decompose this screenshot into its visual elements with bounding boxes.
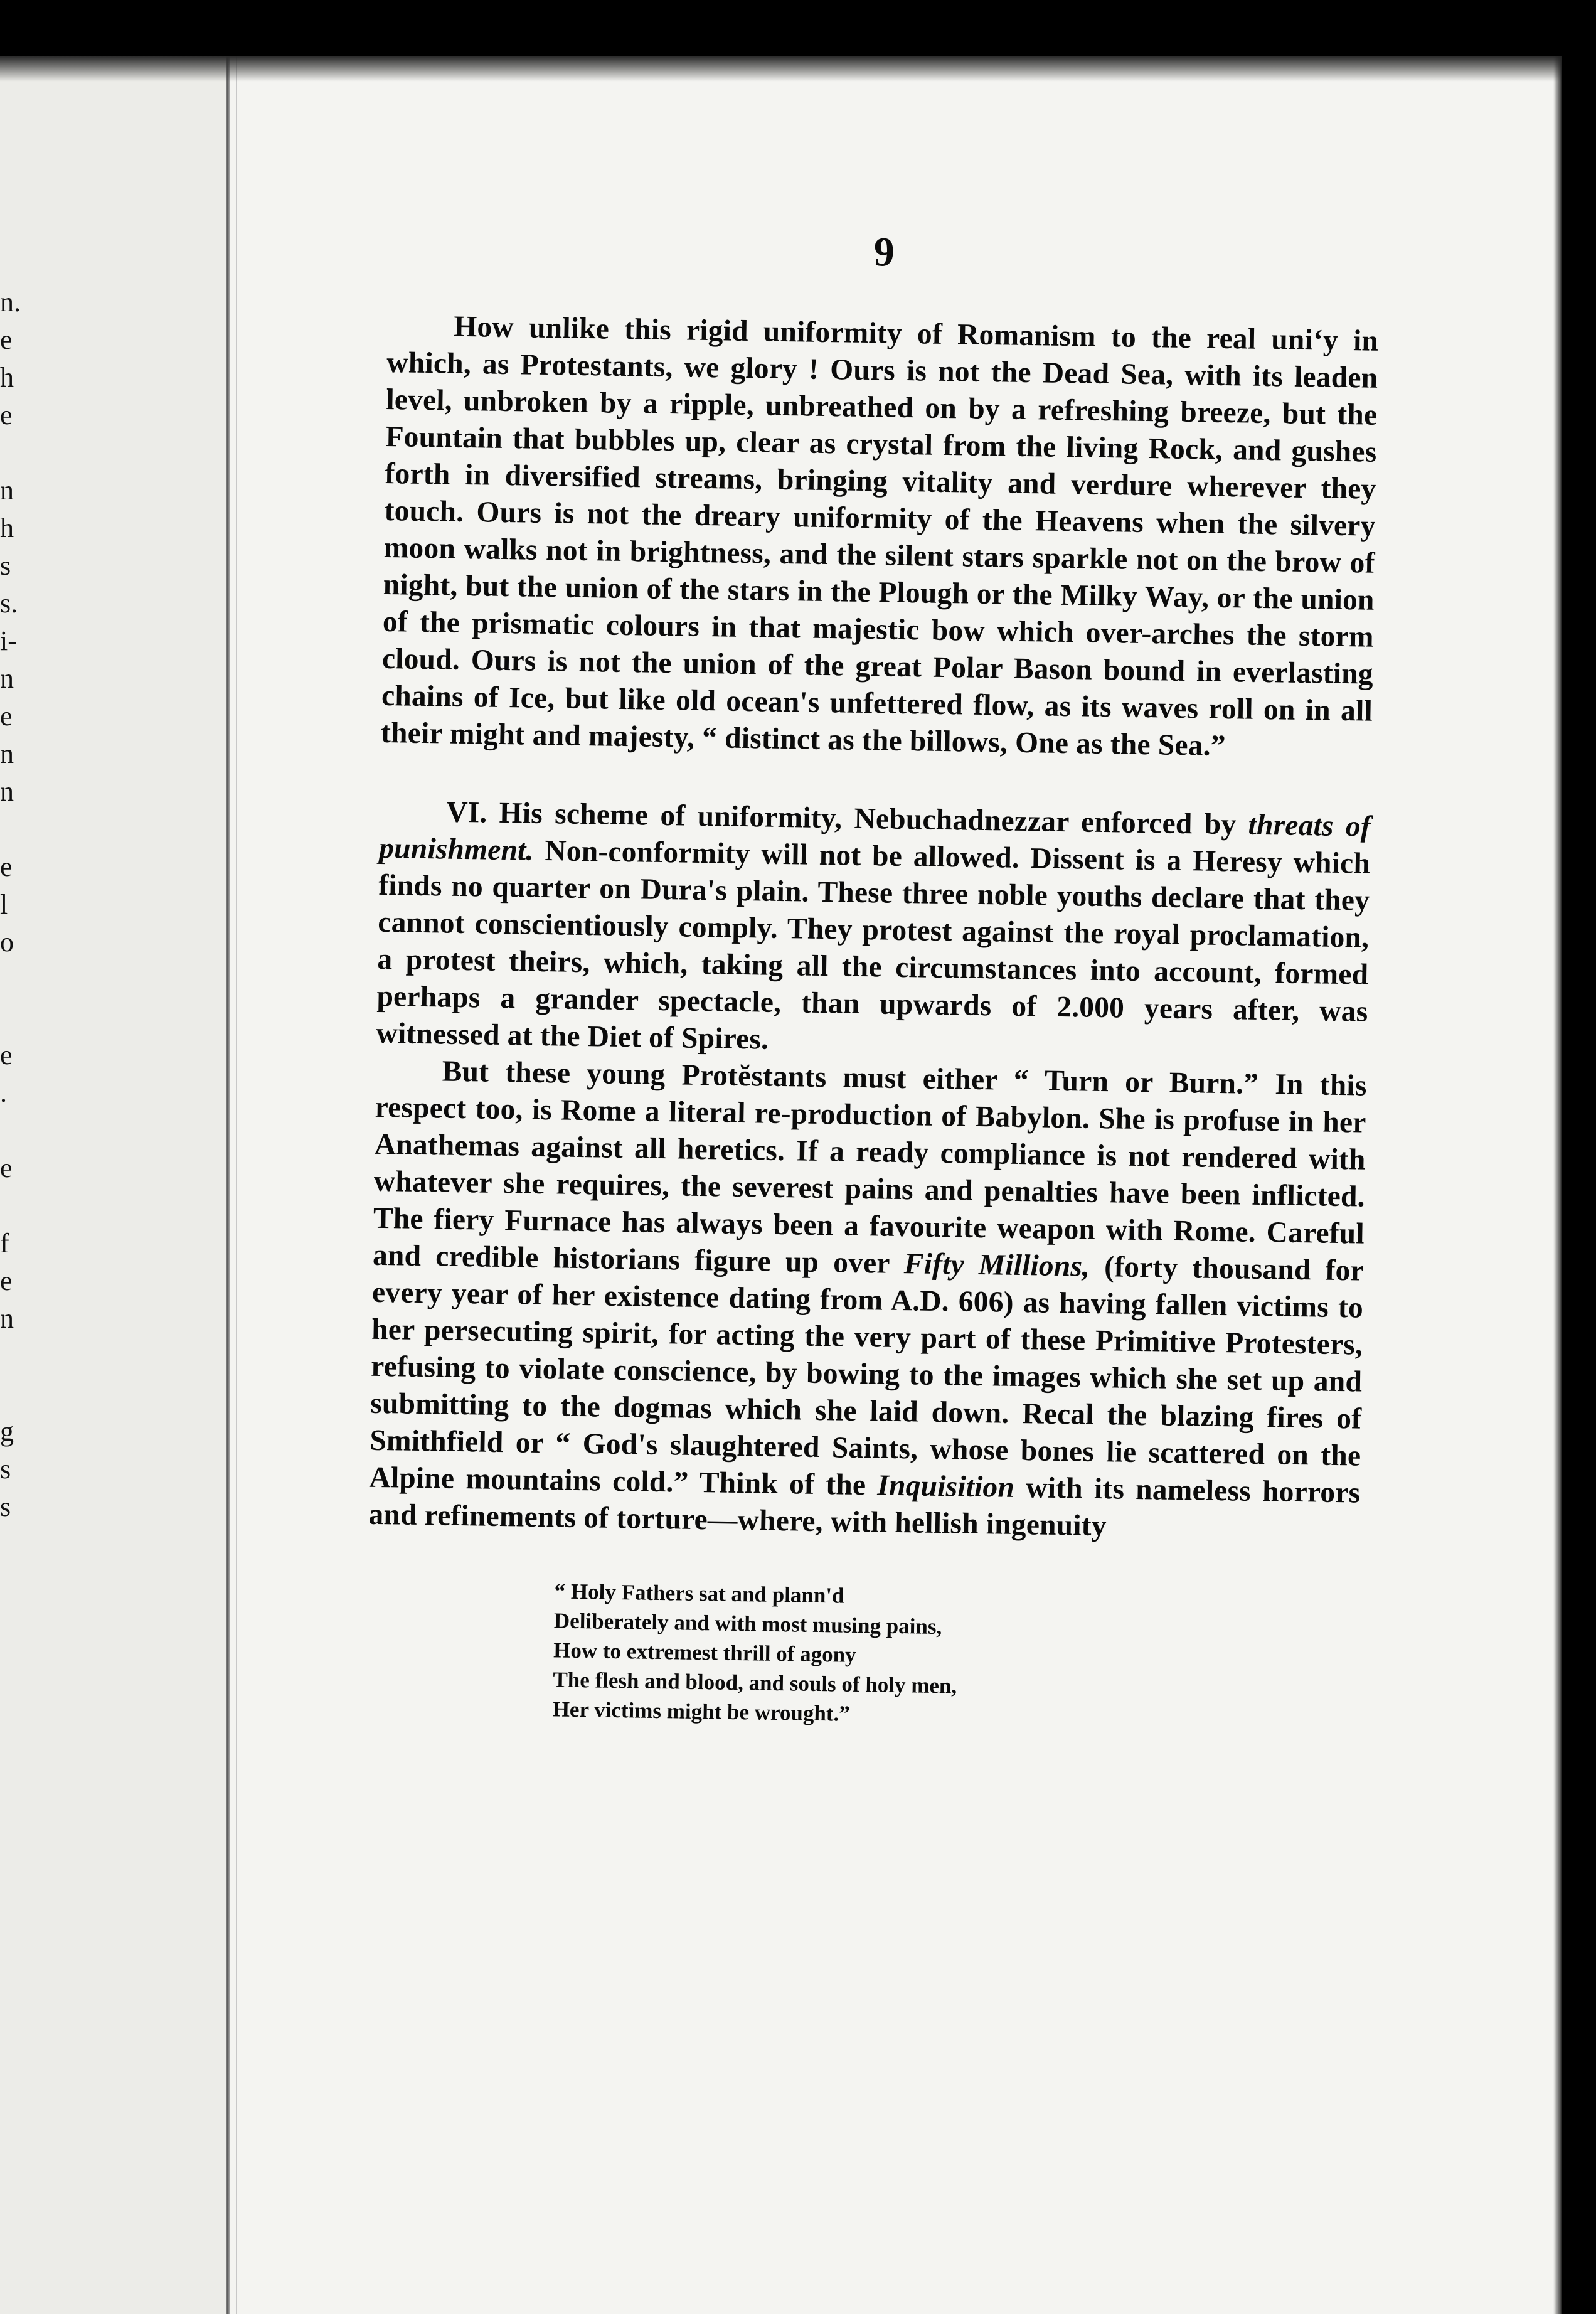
text-run: (forty thousand for every year of her existence dating from A.D. 606) as having fallen victims to her persecuting spirit, for acting the very part of these Primitive Protesters, refusing to violate conscience, by bowing to the images which she set up and submitting to the dogmas which she laid down. Recal the blazing fires of Smithfield or “ God's slaughtered Saints, whose bones lie scattered on the Alpine mountains cold.” Think of the: [369, 1250, 1365, 1502]
paragraph-threats-of-punishment: [376, 793, 1371, 1068]
margin-fragment: o: [0, 927, 14, 957]
text-run: with its nameless horrors and refinements of torture—where, with hellish ingenuity: [368, 1471, 1361, 1543]
margin-fragment: [0, 1192, 25, 1230]
page-text-block: [365, 220, 1380, 1737]
margin-fragment: i-: [0, 626, 17, 656]
margin-fragment: l: [0, 889, 8, 920]
margin-fragment: [0, 1380, 25, 1418]
margin-fragment: [0, 966, 25, 1004]
poem-line: “ Holy Fathers sat and plann'd: [554, 1579, 844, 1608]
margin-fragment: s: [0, 550, 11, 581]
poem-line: The flesh and blood, and souls of holy men,: [553, 1667, 957, 1698]
margin-fragment: [0, 816, 25, 853]
paragraph-turn-or-burn: [368, 1052, 1367, 1549]
top-shadow: [0, 56, 1562, 82]
facing-page-edge: [0, 56, 226, 2314]
italic-phrase: threats of punishment.: [378, 808, 1371, 867]
right-shadow: [1553, 56, 1562, 2314]
text-run: But these young Protĕstants must either “ Turn or Burn.” In this respect too, is Rome a literal re-production of Babylon. She is profuse in her Anathemas against all heretics. If a ready compliance is not rendered with whatever she requires, the severest pains and penalties have been inflicted. The fiery Furnace has always been a favourite weapon with Rome. Careful and credible historians figure up over: [372, 1055, 1367, 1281]
margin-fragment: n: [0, 663, 14, 694]
margin-fragment: e: [0, 1040, 13, 1070]
paragraph-uniformity: [381, 307, 1379, 767]
margin-fragment: e: [0, 851, 13, 882]
margin-fragment: e: [0, 701, 13, 732]
page-number: 9: [873, 229, 895, 275]
margin-fragment: s: [0, 1491, 11, 1522]
margin-fragment: [0, 1343, 25, 1380]
margin-fragment: g: [0, 1416, 14, 1447]
text-run: VI. His scheme of uniformity, Nebuchadnezzar enforced by: [445, 796, 1249, 841]
poem-line: How to extremest thrill of agony: [553, 1638, 856, 1667]
italic-phrase: Fifty Millions,: [903, 1247, 1090, 1283]
margin-fragment: e: [0, 400, 13, 430]
margin-fragment: s.: [0, 588, 18, 619]
margin-fragment: n: [0, 776, 14, 807]
italic-phrase: Inquisition: [877, 1469, 1015, 1504]
margin-fragment: s: [0, 1454, 11, 1485]
text-run: How unlike this rigid uniformity of Romanism to the real uniʻy in which, as Protestants, we glory ! Ours is not the Dead Sea, with its leaden level, unbroken by a ripple, unbreathed on by a refreshing breeze, but the Fountain that bubbles up, clear as crystal from the living Rock, and gushes forth in diversified streams, bringing vitality and verdure wherever they touch. Ours is not the dreary uniformity of the Heavens when the silvery moon walks not in brightness, and the silent stars sparkle not on the brow of night, but the union of the stars in the Plough or the Milky Way, or the union of the prismatic colours in that majestic bow which over-arches the storm cloud. Ours is not the union of the great Polar Bason bound in everlasting chains of Ice, but like old ocean's unfettered flow, as its waves roll on in all their might and majesty, “ distinct as the billows, One as the Sea.”: [380, 310, 1379, 763]
page-fold-line: [226, 56, 230, 2314]
margin-fragment: n.: [0, 289, 21, 317]
margin-fragment: n: [0, 1303, 14, 1334]
margin-fragment: [0, 1004, 25, 1042]
margin-fragment: h: [0, 513, 14, 543]
margin-fragment: h: [0, 362, 14, 393]
poem-line: Deliberately and with most musing pains,: [553, 1608, 942, 1640]
margin-fragment: [0, 439, 25, 477]
margin-fragment: .: [0, 1077, 7, 1108]
margin-fragment: e: [0, 324, 13, 355]
margin-fragment: e: [0, 1153, 13, 1183]
facing-page-text-fragments: [0, 289, 25, 1531]
poem-line: Her victims might be wrought.”: [552, 1697, 851, 1726]
poem-quotation: [552, 1576, 1359, 1736]
margin-fragment: e: [0, 1266, 13, 1296]
book-page: [0, 56, 1562, 2314]
margin-fragment: [0, 1117, 25, 1154]
margin-fragment: n: [0, 475, 14, 506]
margin-fragment: n: [0, 738, 14, 769]
page-fold-line-secondary: [236, 56, 237, 2314]
margin-fragment: f: [0, 1228, 9, 1259]
text-run: Non-conformity will not be allowed. Dissent is a Heresy which finds no quarter on Dura's plain. These three noble youths declare that they cannot conscientiously comply. They protest against the royal proclamation, a protest theirs, which, taking all the circumstances into account, formed perhaps a grander spectacle, than upwards of 2.000 years after, was witnessed at the Diet of Spires.: [376, 834, 1371, 1056]
